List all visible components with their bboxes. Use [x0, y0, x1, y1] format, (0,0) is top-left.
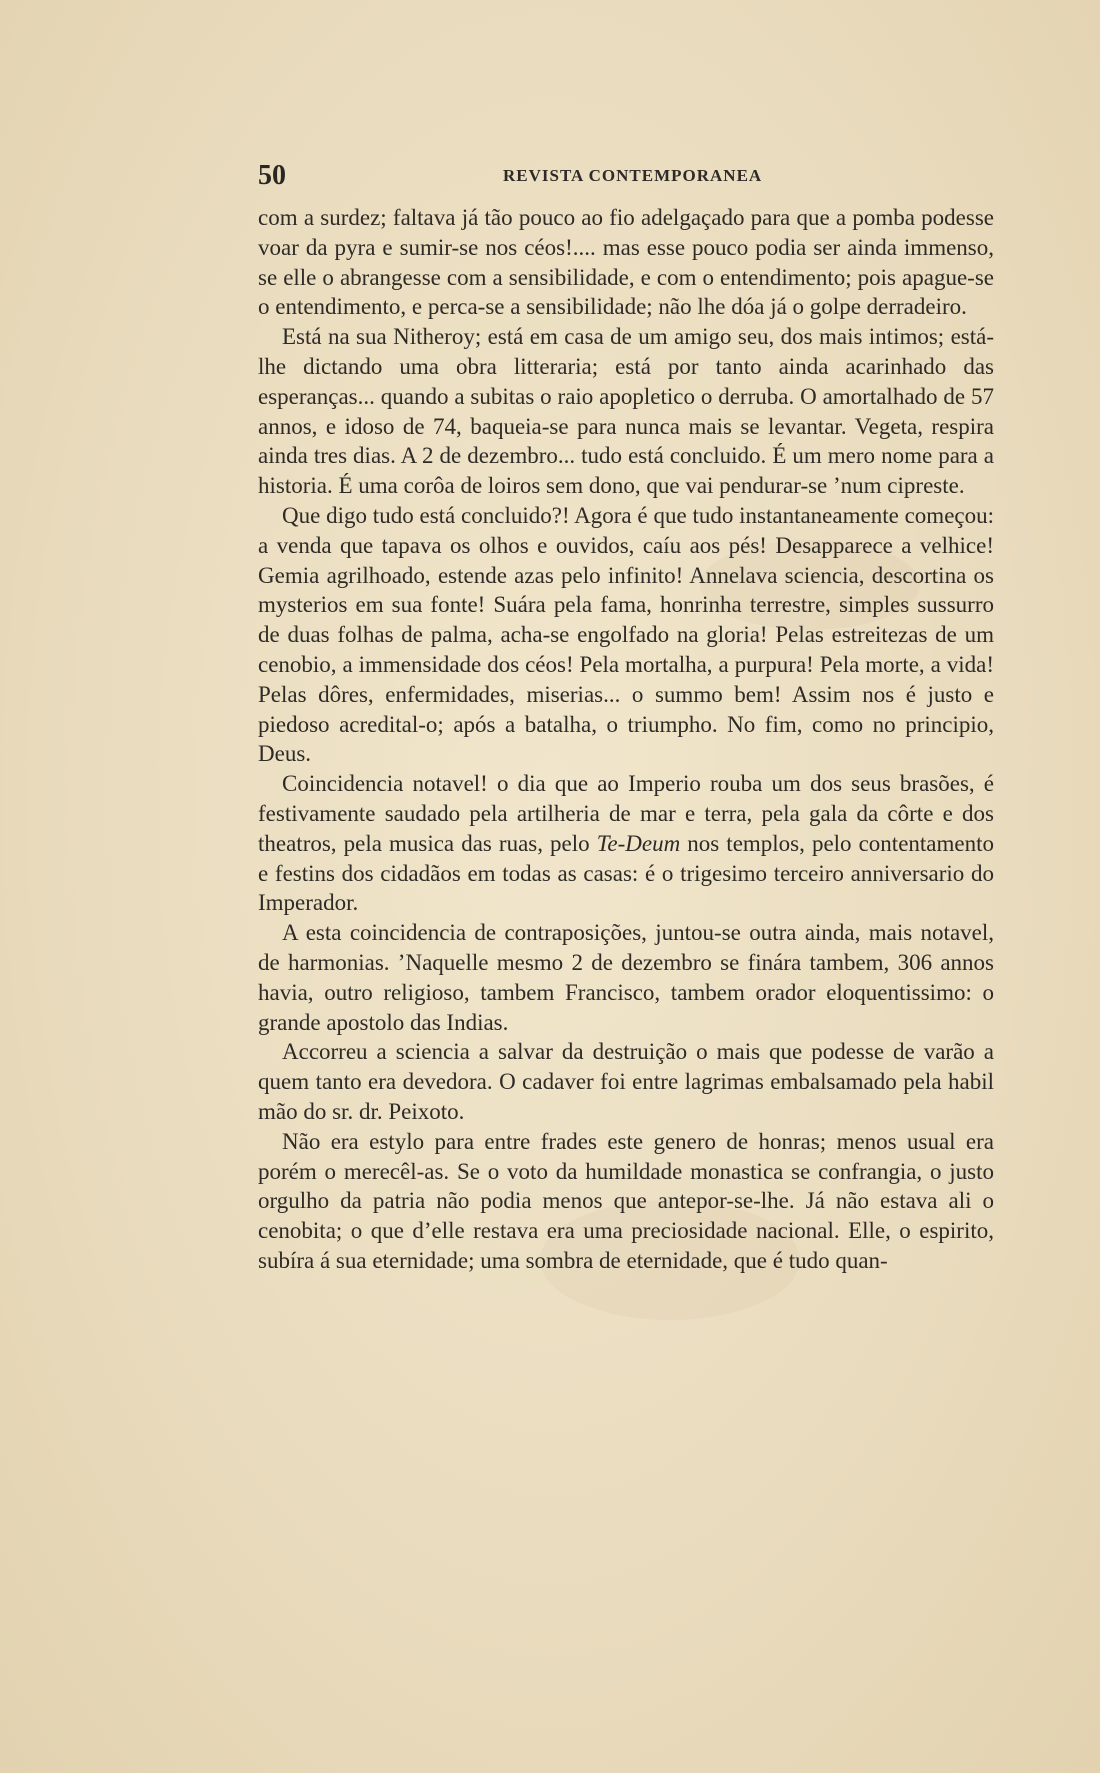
paragraph: Está na sua Nitheroy; está em casa de um amigo seu, dos mais intimos; está-lhe dictando uma obra litteraria; está por tanto ainda acarinhado das esperanças... quando a subitas o raio apopletico o derruba. O amortalhado de 57 annos, e idoso de 74, baqueia-se para nunca mais se levantar. Vegeta, respira ainda tres dias. A 2 de dezembro... tudo está concluido. É um mero nome para a historia. É uma corôa de loiros sem dono, que vai pendurar-se ’num cipreste. — [258, 324, 994, 499]
page-header — [258, 158, 994, 194]
article-text — [258, 203, 994, 1276]
paragraph: Que digo tudo está concluido?! Agora é que tudo instantaneamente começou: a venda que tapava os olhos e ouvidos, caíu aos pés! Desapparece a velhice! Gemia agrilhoado, estende azas pelo infinito! Annelava sciencia, descortina os mysterios em sua fonte! Suára pela fama, honrinha terrestre, simples sussurro de duas folhas de palma, acha-se engolfado na gloria! Pelas estreitezas de um cenobio, a immensidade dos céos! Pela mortalha, a purpura! Pela morte, a vida! Pelas dôres, enfermidades, miserias... o summo bem! Assim nos é justo e piedoso acredital-o; após a batalha, o triumpho. No fim, como no principio, Deus. — [258, 502, 994, 767]
paragraph — [258, 769, 994, 918]
paragraph-text: Coincidencia notavel! o dia que ao Imperio rouba um dos seus brasões, é festivamente saudado pela artilheria de mar e terra, pela gala da côrte e dos theatros, pela musica das ruas, pelo — [258, 771, 994, 856]
running-title: REVISTA CONTEMPORANEA — [503, 166, 763, 185]
paragraph: com a surdez; faltava já tão pouco ao fio adelgaçado para que a pomba podesse voar da pyra e sumir-se nos céos!.... mas esse pouco podia ser ainda immenso, se elle o abrangesse com a sensibilidade, e com o entendimento; pois apague-se o entendimento, e perca-se a sensibilidade; não lhe dóa já o golpe derradeiro. — [258, 205, 994, 320]
paragraph-text: nos templos, pelo contentamento e festins dos cidadãos em todas as casas: é o trigesimo terceiro anniversario do Imperador. — [258, 830, 994, 916]
paragraph: Accorreu a sciencia a salvar da destruição o mais que podesse de varão a quem tanto era devedora. O cadaver foi entre lagrimas embalsamado pela habil mão do sr. dr. Peixoto. — [258, 1039, 994, 1124]
paragraph: Não era estylo para entre frades este genero de honras; menos usual era porém o merecêl-as. Se o voto da humildade monastica se confrangia, o justo orgulho da patria não podia menos que antepor-se-lhe. Já não estava ali o cenobita; o que d’elle restava era uma preciosidade nacional. Elle, o espirito, subíra á sua eternidade; uma sombra de eternidade, que é tudo quan- — [258, 1128, 994, 1273]
paragraph: A esta coincidencia de contraposições, juntou-se outra ainda, mais notavel, de harmonias. ’Naquelle mesmo 2 de dezembro se finára tambem, 306 annos havia, outro religioso, tambem Francisco, tambem orador eloquentissimo: o grande apostolo das Indias. — [258, 920, 994, 1035]
italic-term: Te-Deum — [596, 830, 681, 856]
page-number: 50 — [258, 160, 286, 191]
